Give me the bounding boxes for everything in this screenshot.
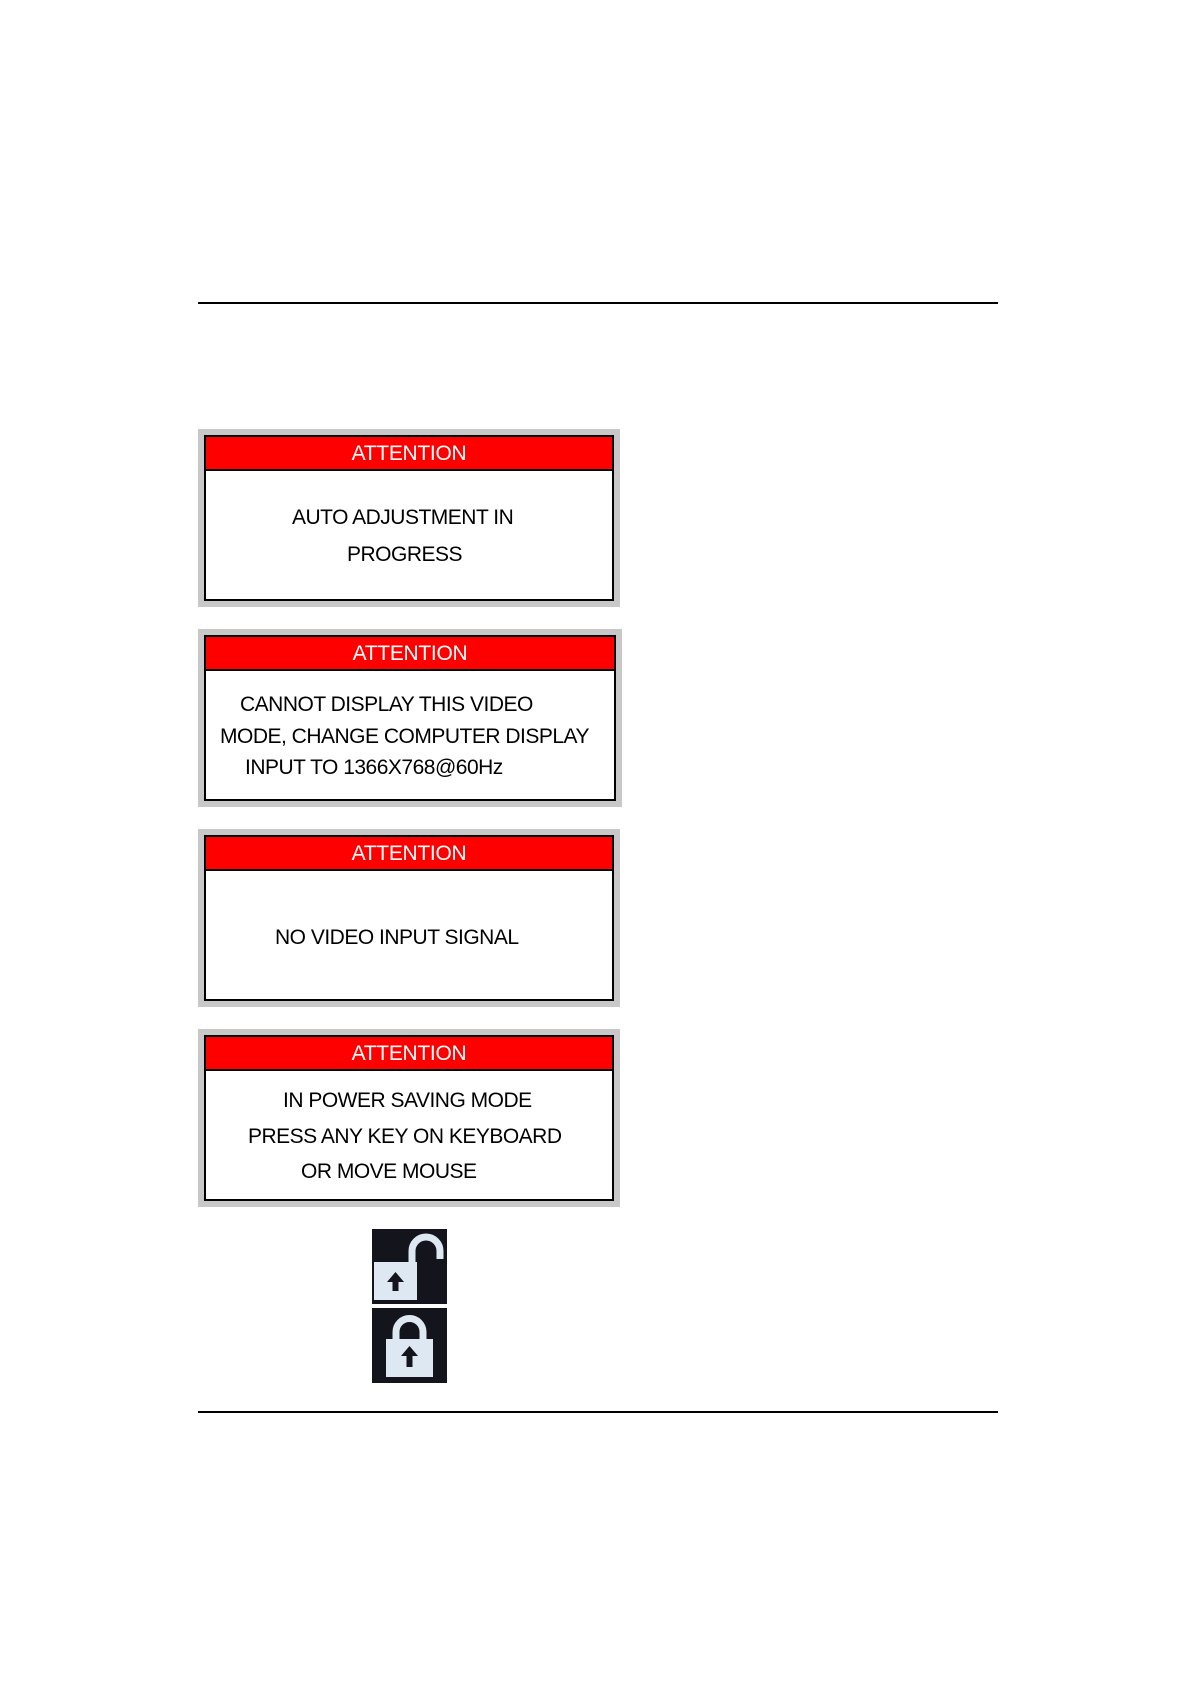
unlocked-padlock-icon — [372, 1229, 447, 1304]
attention-dialog-power-saving — [198, 1029, 620, 1207]
dialog-body — [206, 1071, 612, 1199]
dialog-body — [206, 671, 614, 799]
dialog-line: CANNOT DISPLAY THIS VIDEO — [240, 693, 533, 716]
dialog-line: PRESS ANY KEY ON KEYBOARD — [248, 1125, 562, 1148]
attention-dialog-unsupported-mode — [198, 629, 622, 807]
bottom-rule — [198, 1411, 998, 1413]
unlocked-padlock-icon — [372, 1229, 447, 1304]
dialog-line: OR MOVE MOUSE — [301, 1160, 477, 1183]
dialog-line: PROGRESS — [347, 543, 463, 566]
attention-dialog-auto-adjust — [198, 429, 620, 607]
top-rule — [198, 302, 998, 304]
dialog-line: NO VIDEO INPUT SIGNAL — [275, 926, 519, 949]
dialog-header: ATTENTION — [206, 637, 614, 671]
dialog-frame — [204, 635, 616, 801]
dialog-header: ATTENTION — [206, 437, 612, 471]
dialog-frame — [204, 435, 614, 601]
dialog-header: ATTENTION — [206, 1037, 612, 1071]
dialog-line: INPUT TO 1366X768@60Hz — [245, 756, 503, 779]
dialog-frame — [204, 1035, 614, 1201]
dialog-line: IN POWER SAVING MODE — [283, 1089, 532, 1112]
dialog-line: MODE, CHANGE COMPUTER DISPLAY — [220, 725, 589, 748]
dialog-body — [206, 871, 612, 999]
dialog-header: ATTENTION — [206, 837, 612, 871]
dialog-body — [206, 471, 612, 599]
locked-padlock-icon — [372, 1308, 447, 1383]
dialog-line: AUTO ADJUSTMENT IN — [292, 506, 514, 529]
dialog-frame — [204, 835, 614, 1001]
locked-padlock-icon — [372, 1308, 447, 1383]
attention-dialog-no-signal — [198, 829, 620, 1007]
